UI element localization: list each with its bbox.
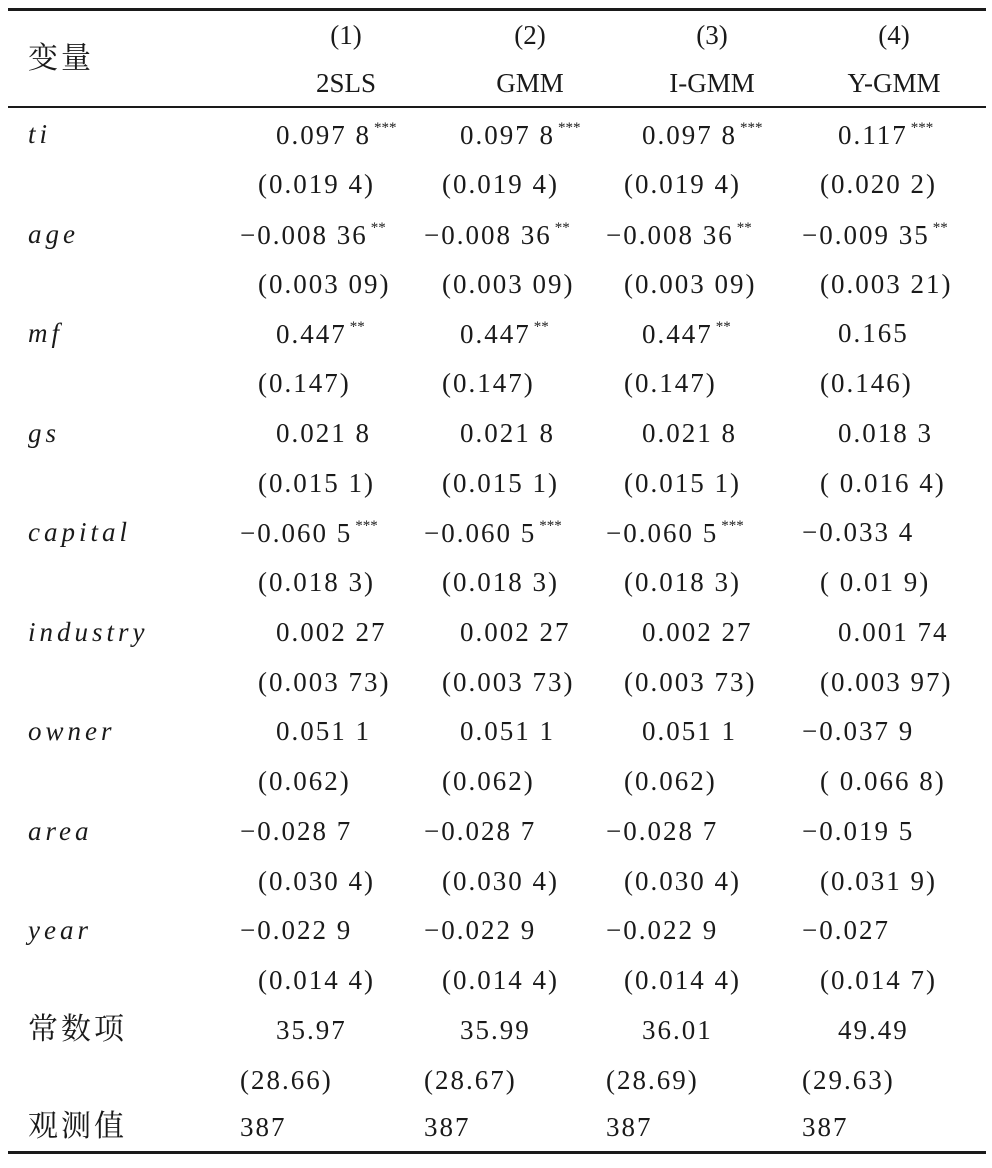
- coefficient-value: −0.022 9: [240, 915, 353, 945]
- significance-stars: **: [736, 219, 752, 236]
- variable-name: mf: [28, 318, 63, 348]
- coefficient-cell: [460, 718, 555, 745]
- standard-error-cell: (0.015 1): [258, 467, 375, 498]
- observations-value: 387: [606, 1112, 653, 1142]
- standard-error-cell: (0.030 4): [258, 865, 375, 896]
- coefficient-value: −0.028 7: [424, 815, 537, 846]
- standard-error-cell: (0.147): [442, 368, 535, 398]
- coefficient-cell: [642, 121, 763, 149]
- coefficient-value: 0.097 8: [276, 120, 371, 150]
- coefficient-cell: [838, 1014, 909, 1045]
- coefficient-value: 0.021 8: [460, 417, 555, 448]
- coefficient-cell: [240, 221, 386, 249]
- coefficient-value: 0.021 8: [642, 417, 737, 448]
- coefficient-value: −0.060 5: [240, 518, 353, 548]
- coefficient-cell: [802, 221, 948, 249]
- coefficient-cell: [460, 121, 581, 149]
- coefficient-cell: [460, 616, 571, 647]
- coefficient-value: 0.117: [838, 120, 908, 150]
- standard-error-cell: ( 0.066 8): [820, 766, 946, 796]
- standard-error-cell: (0.147): [624, 368, 717, 398]
- standard-error-cell: ( 0.016 4): [820, 467, 946, 498]
- coefficient-value: −0.027: [802, 915, 890, 945]
- significance-stars: ***: [374, 120, 397, 136]
- standard-error-cell: (0.147): [258, 368, 351, 398]
- coefficient-cell: [606, 519, 744, 547]
- standard-error-cell: (0.062): [258, 766, 351, 796]
- coefficient-value: 36.01: [642, 1014, 713, 1045]
- significance-stars: ***: [355, 518, 378, 534]
- coefficient-cell: [838, 320, 909, 347]
- coefficient-value: 0.002 27: [276, 616, 387, 647]
- standard-error-cell: ( 0.01 9): [820, 567, 931, 597]
- coefficient-cell: [802, 519, 914, 546]
- standard-error-cell: (0.015 1): [442, 467, 559, 498]
- variable-name: 常数项: [28, 1011, 127, 1047]
- significance-stars: **: [715, 319, 731, 335]
- coefficient-value: 49.49: [838, 1014, 909, 1045]
- coefficient-value: −0.060 5: [424, 518, 537, 548]
- coefficient-value: 35.99: [460, 1014, 531, 1045]
- standard-error-cell: (0.018 3): [624, 567, 741, 597]
- header-variable-label: 变量: [28, 41, 94, 76]
- coefficient-value: 0.001 74: [838, 616, 949, 647]
- significance-stars: ***: [558, 120, 581, 136]
- coefficient-value: −0.009 35: [802, 219, 930, 250]
- coefficient-value: 0.018 3: [838, 417, 933, 448]
- coefficient-cell: [802, 917, 890, 944]
- observations-value: 387: [802, 1112, 849, 1142]
- standard-error-cell: (0.031 9): [820, 865, 937, 896]
- coefficient-cell: [838, 121, 933, 149]
- standard-error-cell: (0.062): [624, 766, 717, 796]
- coefficient-value: 0.447: [276, 319, 347, 349]
- standard-error-cell: (28.66): [240, 1064, 333, 1095]
- variable-name: industry: [28, 616, 149, 647]
- coefficient-value: −0.028 7: [606, 815, 719, 846]
- coefficient-cell: [276, 616, 387, 647]
- coefficient-value: 35.97: [276, 1014, 347, 1045]
- coefficient-value: 0.051 1: [276, 716, 371, 746]
- coefficient-cell: [838, 616, 949, 647]
- standard-error-cell: (0.014 4): [442, 965, 559, 995]
- standard-error-cell: (0.003 73): [258, 666, 391, 697]
- variable-name: capital: [28, 517, 131, 547]
- coefficient-cell: [606, 815, 719, 846]
- standard-error-cell: (0.003 73): [624, 666, 757, 697]
- variable-name: gs: [28, 417, 61, 448]
- regression-table: 变量 (1) 2SLS (2) GMM (3) I-GMM (4) Y-GMM ti 0.097 8 *** 0.097 8 *** 0.097 8 *** 0.117 *** (0.019 4) (0.019 4) (0.019 4) (0.020 2) age −0.008 36 ** −0.008 36 ** −0.008 36 ** −0.009 35 ** (0.003 09) (0.003 09) (0.003 09) (0.003 21) mf 0.447 ** 0.447 ** 0.447 ** 0.165 (0.147) (0.147) (0.147) (0.146) gs 0.021 8 0.021 8 0.021 8 0.018 3 (0.015 1) (0.015 1) (0.015 1) ( 0.016 4) capital −0.060 5 *** −0.060 5 *** −0.060 5 *** −0.033 4 (0.018 3) (0.018 3) (0.018 3) ( 0.01 9) industry 0.002 27 0.002 27 0.002 27 0.001 74 (0.003 73) (0.003 73) (0.003 73) (0.003 97) owner 0.051 1 0.051 1 0.051 1 −0.037 9 (0.062) (0.062) (0.062) ( 0.066 8) area −0.028 7 −0.028 7 −0.028 7 −0.019 5 (0.030 4) (0.030 4) (0.030 4) (0.031 9) year −0.022 9 −0.022 9 −0.022 9 −0.027 (0.014 4) (0.014 4) (0.014 4) (0.014 7) 常数项 35.97 35.99 36.01 49.49 (28.66) (28.67) (28.69) (29.63) 观测值 387 387 387 387: [0, 0, 992, 1168]
- coefficient-value: 0.051 1: [460, 716, 555, 746]
- coefficient-cell: [642, 320, 731, 348]
- standard-error-cell: (28.67): [424, 1064, 517, 1095]
- standard-error-cell: (0.014 7): [820, 965, 937, 995]
- coefficient-value: −0.008 36: [240, 219, 368, 250]
- coefficient-cell: [460, 320, 549, 348]
- coefficient-cell: [606, 917, 718, 944]
- coefficient-cell: [276, 320, 365, 348]
- coefficient-value: −0.008 36: [424, 219, 552, 250]
- coefficient-cell: [606, 221, 752, 249]
- observations-value: 387: [424, 1112, 471, 1142]
- variable-name: ti: [28, 119, 52, 149]
- standard-error-cell: (0.018 3): [258, 567, 375, 597]
- significance-stars: **: [533, 319, 549, 335]
- coefficient-cell: [240, 917, 352, 944]
- coefficient-cell: [276, 417, 371, 448]
- standard-error-cell: (0.003 09): [442, 268, 575, 299]
- variable-name: area: [28, 815, 93, 846]
- significance-stars: **: [554, 219, 570, 236]
- coefficient-cell: [802, 815, 915, 846]
- significance-stars: **: [349, 319, 365, 335]
- coefficient-value: −0.060 5: [606, 518, 719, 548]
- variable-name: age: [28, 218, 79, 249]
- coefficient-value: −0.019 5: [802, 815, 915, 846]
- coefficient-value: 0.097 8: [642, 120, 737, 150]
- variable-name: owner: [28, 716, 116, 746]
- standard-error-cell: (29.63): [802, 1064, 895, 1095]
- coefficient-value: 0.097 8: [460, 120, 555, 150]
- significance-stars: ***: [721, 518, 744, 534]
- coefficient-cell: [240, 815, 353, 846]
- coefficient-cell: [276, 1014, 347, 1045]
- significance-stars: ***: [910, 120, 934, 136]
- standard-error-cell: (0.018 3): [442, 567, 559, 597]
- coefficient-value: 0.447: [460, 319, 531, 349]
- standard-error-cell: (0.019 4): [258, 169, 375, 199]
- standard-error-cell: (0.003 73): [442, 666, 575, 697]
- coefficient-value: 0.021 8: [276, 417, 371, 448]
- standard-error-cell: (0.030 4): [442, 865, 559, 896]
- standard-error-cell: (0.030 4): [624, 865, 741, 896]
- observations-label: 观测值: [28, 1109, 127, 1144]
- standard-error-cell: (0.014 4): [258, 965, 375, 995]
- coefficient-cell: [642, 1014, 713, 1045]
- coefficient-value: 0.165: [838, 318, 909, 348]
- coefficient-value: −0.022 9: [424, 915, 537, 945]
- coefficient-cell: [276, 121, 397, 149]
- coefficient-cell: [642, 417, 737, 448]
- significance-stars: **: [370, 219, 386, 236]
- coefficient-cell: [460, 417, 555, 448]
- coefficient-cell: [424, 815, 537, 846]
- standard-error-cell: (0.062): [442, 766, 535, 796]
- coefficient-cell: [642, 616, 753, 647]
- standard-error-cell: (0.019 4): [624, 169, 741, 199]
- coefficient-cell: [424, 221, 570, 249]
- standard-error-cell: (0.014 4): [624, 965, 741, 995]
- standard-error-cell: (28.69): [606, 1064, 699, 1095]
- coefficient-cell: [460, 1014, 531, 1045]
- coefficient-value: −0.022 9: [606, 915, 719, 945]
- standard-error-cell: (0.003 09): [624, 268, 757, 299]
- coefficient-cell: [276, 718, 371, 745]
- table-bottom-rule: [8, 1151, 986, 1154]
- coefficient-value: 0.002 27: [642, 616, 753, 647]
- coefficient-cell: [424, 519, 562, 547]
- coefficient-cell: [642, 718, 737, 745]
- coefficient-value: −0.037 9: [802, 716, 915, 746]
- standard-error-cell: (0.003 09): [258, 268, 391, 299]
- standard-error-cell: (0.003 21): [820, 268, 953, 299]
- coefficient-cell: [802, 718, 914, 745]
- coefficient-value: −0.033 4: [802, 517, 915, 547]
- significance-stars: ***: [539, 518, 562, 534]
- coefficient-value: −0.028 7: [240, 815, 353, 846]
- variable-name: year: [28, 915, 92, 945]
- table-header-rule: [8, 106, 986, 108]
- coefficient-value: 0.051 1: [642, 716, 737, 746]
- standard-error-cell: (0.020 2): [820, 169, 937, 199]
- significance-stars: ***: [740, 120, 763, 136]
- standard-error-cell: (0.019 4): [442, 169, 559, 199]
- coefficient-value: −0.008 36: [606, 219, 734, 250]
- coefficient-cell: [838, 417, 933, 448]
- table-top-rule: [8, 8, 986, 11]
- coefficient-cell: [240, 519, 378, 547]
- significance-stars: **: [932, 219, 948, 236]
- coefficient-cell: [424, 917, 536, 944]
- observations-value: 387: [240, 1112, 287, 1142]
- coefficient-value: 0.002 27: [460, 616, 571, 647]
- standard-error-cell: (0.015 1): [624, 467, 741, 498]
- coefficient-value: 0.447: [642, 319, 713, 349]
- standard-error-cell: (0.003 97): [820, 666, 953, 697]
- standard-error-cell: (0.146): [820, 368, 913, 398]
